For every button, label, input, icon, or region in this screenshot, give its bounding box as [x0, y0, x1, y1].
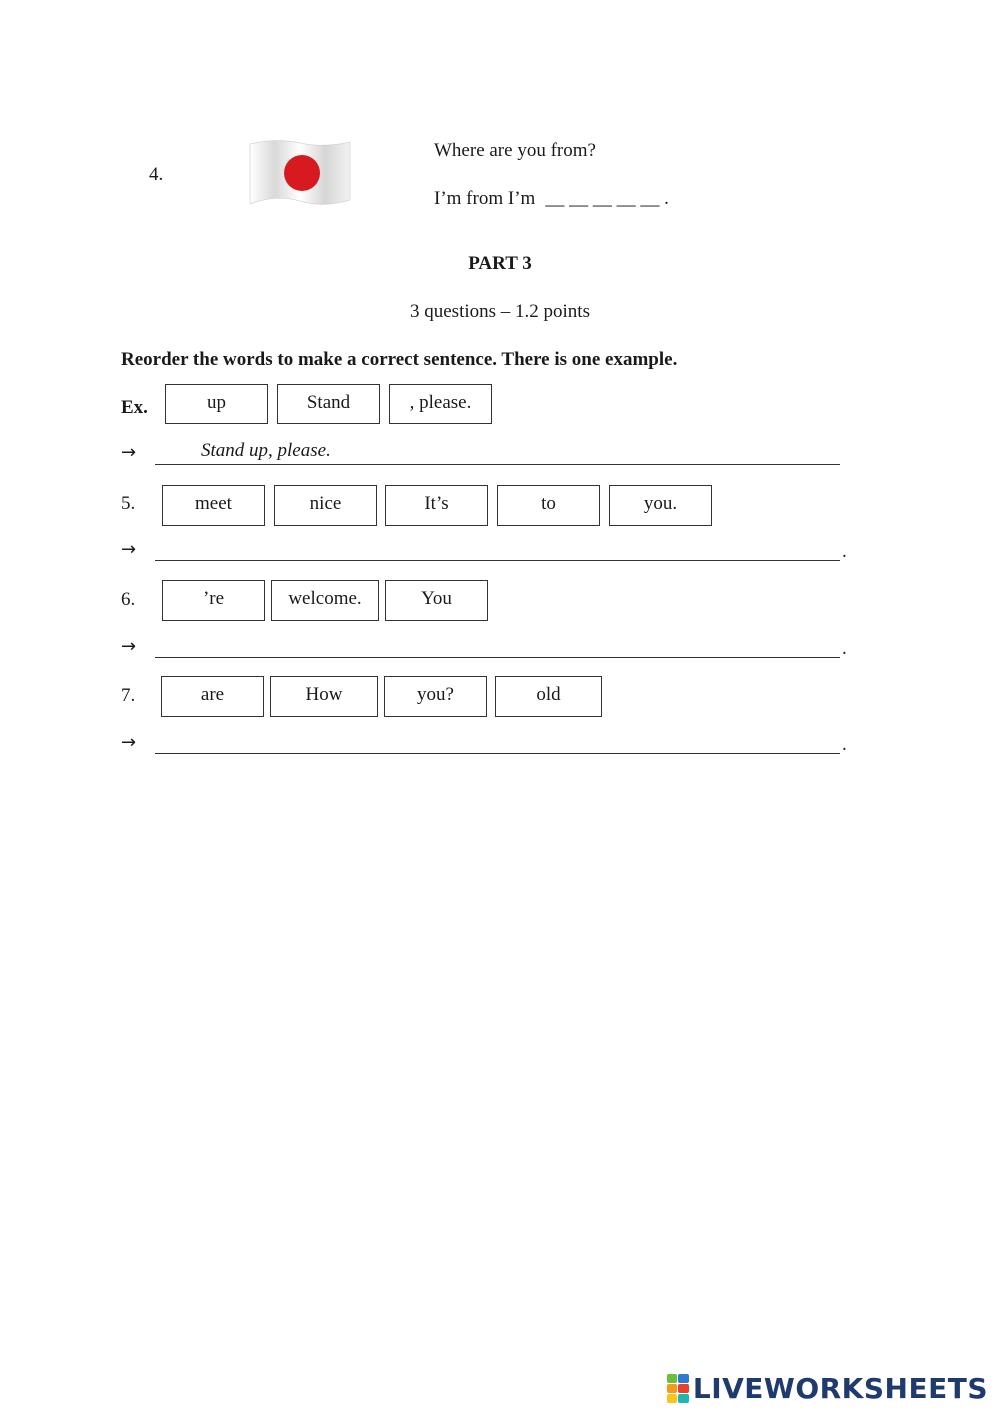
question-4-answer-blanks[interactable]: __ __ __ __ __ . [545, 188, 669, 209]
liveworksheets-brand [667, 1372, 988, 1405]
example-word-box[interactable]: , please. [389, 384, 492, 424]
example-label: Ex. [121, 397, 148, 418]
question-5-word-box[interactable]: to [497, 485, 600, 526]
question-5-number: 5. [121, 493, 136, 514]
example-arrow-icon: → [121, 442, 137, 463]
question-5-word-box[interactable]: nice [274, 485, 377, 526]
question-7-word-box[interactable]: are [161, 676, 264, 717]
question-4-answer-prefix: I’m from I’m [434, 188, 536, 209]
question-5-word-box[interactable]: It’s [385, 485, 488, 526]
liveworksheets-wordmark: LIVEWORKSHEETS [692, 1372, 988, 1405]
question-7-word-box[interactable]: old [495, 676, 602, 717]
question-4-answer-line [434, 188, 669, 210]
question-5-word-box[interactable]: you. [609, 485, 712, 526]
japan-flag-image [246, 138, 354, 210]
liveworksheets-logo-icon [667, 1374, 689, 1404]
question-6-arrow-icon: → [121, 636, 137, 657]
question-7-arrow-icon: → [121, 732, 137, 753]
example-answer: Stand up, please. [201, 440, 331, 461]
question-6-word-box[interactable]: welcome. [271, 580, 379, 621]
question-7-answer-line[interactable] [155, 753, 840, 754]
question-5-arrow-icon: → [121, 539, 137, 560]
example-word-box[interactable]: Stand [277, 384, 380, 424]
example-answer-line [155, 464, 840, 465]
question-5-answer-line[interactable] [155, 560, 840, 561]
part-3-instruction: Reorder the words to make a correct sentence. There is one example. [121, 349, 678, 370]
part-3-subtitle: 3 questions – 1.2 points [410, 301, 590, 322]
question-6-word-box[interactable]: ’re [162, 580, 265, 621]
japan-flag-icon [246, 138, 354, 210]
question-6-period: . [842, 638, 847, 659]
question-6-word-box[interactable]: You [385, 580, 488, 621]
question-6-number: 6. [121, 589, 136, 610]
question-6-answer-line[interactable] [155, 657, 840, 658]
example-word-box[interactable]: up [165, 384, 268, 424]
part-3-title: PART 3 [468, 253, 532, 274]
question-7-word-box[interactable]: you? [384, 676, 487, 717]
question-5-word-box[interactable]: meet [162, 485, 265, 526]
question-7-word-box[interactable]: How [270, 676, 378, 717]
question-4-prompt: Where are you from? [434, 140, 596, 161]
question-7-number: 7. [121, 685, 136, 706]
question-4-number: 4. [149, 164, 164, 185]
question-7-period: . [842, 734, 847, 755]
question-5-period: . [842, 541, 847, 562]
